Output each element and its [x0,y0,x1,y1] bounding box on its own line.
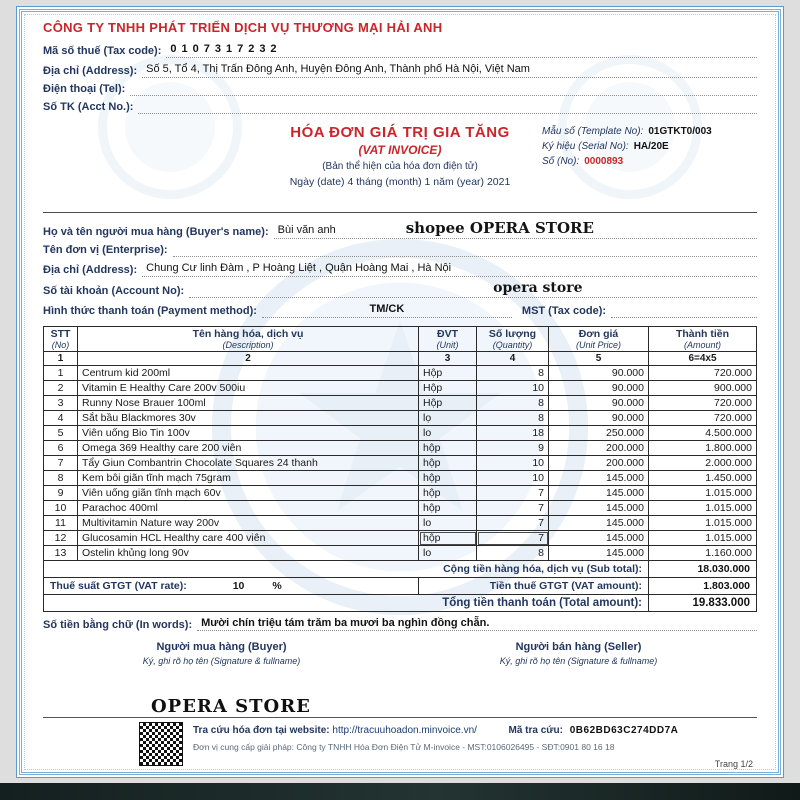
table-cell: 145.000 [549,486,649,501]
buyer-signature-subtitle: Ký, ghi rõ họ tên (Signature & fullname) [142,656,301,666]
table-cell: Omega 369 Healthy care 200 viên [78,441,419,456]
table-cell: 12 [44,531,78,546]
invoice-no-row [542,156,757,167]
col-header-unit-price: Đơn giá (Unit Price) [549,327,649,352]
table-cell: Runny Nose Brauer 100ml [78,396,419,411]
invoice-title: HÓA ĐƠN GIÁ TRỊ GIA TĂNG [290,124,510,141]
table-cell: 1.160.000 [649,546,757,561]
payment-method-value: TM/CK [262,302,512,318]
table-cell: hộp [419,471,477,486]
e-invoice-note: (Bản thể hiện của hóa đơn điện tử) [322,161,478,172]
total-label: Tổng tiền thanh toán (Total amount): [442,597,642,609]
invoice-page [16,6,784,778]
shopee-store-note: shopee OPERA STORE [405,219,594,237]
colnum-4: 4 [477,352,549,366]
field-buyer-name [43,221,757,239]
subtotal-row [44,561,757,578]
payment-method-label: Hình thức thanh toán (Payment method): [43,305,257,317]
buyer-mst-value [611,304,757,318]
field-seller-tel [43,82,757,96]
invoice-no-value: 0000893 [584,156,624,167]
section-divider [43,212,757,213]
vat-rate-value: 10 [232,580,245,592]
table-cell: 13 [44,546,78,561]
table-cell: 7 [477,486,549,501]
table-cell: lọ [419,411,477,426]
table-cell: 10 [44,501,78,516]
table-cell: Multivitamin Nature way 200v [78,516,419,531]
table-cell: 7 [44,456,78,471]
seller-tel-label: Điện thoại (Tel): [43,83,126,95]
items-table [43,326,757,612]
table-cell: 7 [477,501,549,516]
table-cell: 11 [44,516,78,531]
photo-bottom-bar [0,783,800,800]
lookup-label: Tra cứu hóa đơn tại website: [193,725,330,736]
table-cell: Kem bôi giãn tĩnh mạch 75gram [78,471,419,486]
table-cell: 90.000 [549,396,649,411]
seller-signature-title: Người bán hàng (Seller) [515,641,642,653]
table-cell: 9 [477,441,549,456]
buyer-name-value: Bùi văn anh shopee OPERA STORE [274,221,757,239]
vat-amount-label: Tiền thuế GTGT (VAT amount): [489,580,642,592]
table-row [44,471,757,486]
seller-account-value [138,100,757,114]
vat-rate-label: Thuế suất GTGT (VAT rate): [50,580,187,592]
seller-company-name: CÔNG TY TNHH PHÁT TRIỂN DỊCH VỤ THƯƠNG MẠI HẢI ANH [43,20,443,35]
seller-address-label: Địa chỉ (Address): [43,65,138,77]
table-cell: 1.015.000 [649,486,757,501]
table-cell: 8 [477,396,549,411]
colnum-5: 5 [549,352,649,366]
lookup-code-label: Mã tra cứu: [508,725,563,736]
table-cell: 145.000 [549,546,649,561]
table-cell: 90.000 [549,381,649,396]
template-info [542,126,757,171]
template-no-row [542,126,757,137]
table-cell: Ostelin khủng long 90v [78,546,419,561]
col-header-quantity: Số lượng (Quantity) [477,327,549,352]
signature-section [43,641,757,666]
vat-percent-sign: % [272,580,282,592]
table-cell: 90.000 [549,411,649,426]
field-buyer-account [43,281,757,298]
field-payment-method [43,302,757,318]
table-row [44,381,757,396]
table-cell: 145.000 [549,531,649,546]
table-cell: 5 [44,426,78,441]
enterprise-label: Tên đơn vị (Enterprise): [43,244,168,256]
table-cell: lo [419,516,477,531]
table-cell: hộp [419,486,477,501]
table-header-row [44,327,757,352]
table-cell: 6 [44,441,78,456]
table-cell: 7 [477,531,549,546]
seller-signature-block [400,641,757,666]
field-enterprise [43,243,757,257]
colnum-3: 3 [419,352,477,366]
table-row [44,426,757,441]
invoice-no-label: Số (No): [542,156,580,167]
tax-code-value: 0107317232 [166,42,757,58]
colnum-2: 2 [78,352,419,366]
table-row [44,516,757,531]
table-cell: Hộp [419,396,477,411]
col-header-amount: Thành tiền (Amount) [649,327,757,352]
table-cell: 18 [477,426,549,441]
seller-tel-value [130,82,757,96]
table-cell: 8 [44,471,78,486]
table-cell: 250.000 [549,426,649,441]
amount-in-words-row [43,617,757,631]
colnum-6: 6=4x5 [649,352,757,366]
in-words-label: Số tiền bằng chữ (In words): [43,619,193,631]
table-cell: 9 [44,486,78,501]
table-cell: 1.015.000 [649,516,757,531]
lookup-url: http://tracuuhoadon.minvoice.vn/ [332,725,477,736]
table-cell: 720.000 [649,366,757,381]
field-buyer-address [43,261,757,277]
provider-line: Đơn vị cung cấp giải pháp: Công ty TNHH Hóa Đơn Điện Tử M-invoice - MST:0106026495 - SĐT:0901 80 16 18 [193,742,615,752]
table-row [44,441,757,456]
table-cell: 1.015.000 [649,531,757,546]
table-cell: Parachoc 400ml [78,501,419,516]
table-cell: 8 [477,411,549,426]
table-cell: Glucosamin HCL Healthy care 400 viên [78,531,419,546]
subtotal-value: 18.030.000 [649,561,757,578]
lookup-code-value: 0B62BD63C274DD7A [569,725,679,736]
table-row [44,531,757,546]
table-row [44,456,757,471]
table-cell: Vitamin E Healthy Care 200v 500iu [78,381,419,396]
table-cell: Viên uống Bio Tin 100v [78,426,419,441]
buyer-address-value: Chung Cư linh Đàm , P Hoàng Liệt , Quận Hoàng Mai , Hà Nội [142,261,757,277]
table-cell: 10 [477,456,549,471]
table-cell: 4.500.000 [649,426,757,441]
table-cell: 90.000 [549,366,649,381]
template-no-label: Mẫu số (Template No): [542,126,644,137]
table-cell: 900.000 [649,381,757,396]
table-cell: hộp [419,456,477,471]
buyer-mst-label: MST (Tax code): [521,305,607,317]
vat-amount-value: 1.803.000 [649,578,757,595]
table-row [44,501,757,516]
buyer-address-label: Địa chỉ (Address): [43,264,138,276]
invoice-date: Ngày (date) 4 tháng (month) 1 năm (year) 2021 [289,176,511,188]
table-cell: 145.000 [549,516,649,531]
table-cell: 10 [477,381,549,396]
qr-code [139,722,183,766]
colnum-1: 1 [44,352,78,366]
enterprise-value [173,243,757,257]
buyer-account-value [189,281,757,298]
seller-account-label: Số TK (Acct No.): [43,101,134,113]
table-cell: 1.450.000 [649,471,757,486]
table-cell: 200.000 [549,456,649,471]
table-cell: 8 [477,546,549,561]
table-cell: hộp [419,501,477,516]
table-cell: 145.000 [549,501,649,516]
table-cell: 200.000 [549,441,649,456]
table-cell: hộp [419,531,477,546]
total-value: 19.833.000 [649,595,757,612]
table-row [44,486,757,501]
field-seller-account [43,100,757,114]
invoice-title-en: (VAT INVOICE) [358,143,442,157]
table-cell: Sắt bầu Blackmores 30v [78,411,419,426]
in-words-value: Mười chín triệu tám trăm ba mươi ba nghìn đồng chẵn. [197,617,757,631]
table-cell: 1.015.000 [649,501,757,516]
table-cell: Hộp [419,381,477,396]
table-cell: Viên uống giãn tĩnh mạch 60v [78,486,419,501]
field-tax-code [43,42,757,58]
buyer-account-label: Số tài khoản (Account No): [43,285,185,297]
field-seller-address [43,62,757,78]
table-row [44,366,757,381]
table-cell: lo [419,546,477,561]
vat-row [44,578,757,595]
table-cell: 720.000 [649,396,757,411]
page-number: Trang 1/2 [714,759,753,769]
buyer-signature-title: Người mua hàng (Buyer) [156,641,287,653]
table-row [44,546,757,561]
table-cell: 8 [477,366,549,381]
table-cell: hộp [419,441,477,456]
seller-signature-subtitle: Ký, ghi rõ họ tên (Signature & fullname) [499,656,658,666]
table-row [44,396,757,411]
table-cell: 2.000.000 [649,456,757,471]
table-cell: 720.000 [649,411,757,426]
col-header-description: Tên hàng hóa, dịch vụ (Description) [78,327,419,352]
table-row [44,411,757,426]
table-cell: Hộp [419,366,477,381]
table-cell: Tẩy Giun Combantrin Chocolate Squares 24 thanh [78,456,419,471]
table-cell: lo [419,426,477,441]
seller-address-value: Số 5, Tổ 4, Thị Trấn Đông Anh, Huyện Đông Anh, Thành phố Hà Nội, Việt Nam [142,62,757,78]
table-cell: 3 [44,396,78,411]
column-number-row [44,352,757,366]
col-header-no: STT (No) [44,327,78,352]
footer [43,717,757,769]
table-cell: 10 [477,471,549,486]
table-cell: 2 [44,381,78,396]
table-cell: 1 [44,366,78,381]
title-block [43,124,757,208]
table-cell: 1.800.000 [649,441,757,456]
serial-no-row [542,141,757,152]
subtotal-label: Cộng tiền hàng hóa, dịch vụ (Sub total): [443,563,642,575]
serial-no-label: Ký hiệu (Serial No): [542,141,629,152]
col-header-unit: ĐVT (Unit) [419,327,477,352]
total-row [44,595,757,612]
lookup-line [193,725,757,736]
tax-code-label: Mã số thuế (Tax code): [43,45,162,57]
buyer-name-label: Họ và tên người mua hàng (Buyer's name): [43,226,269,238]
table-cell: 7 [477,516,549,531]
buyer-signature-block [43,641,400,666]
table-cell: 145.000 [549,471,649,486]
items-body [44,366,757,561]
table-cell: 4 [44,411,78,426]
opera-store-stamp: OPERA STORE [151,696,311,717]
opera-store-note: opera store [493,280,583,296]
template-no-value: 01GTKT0/003 [648,126,712,137]
serial-no-value: HA/20E [633,141,669,152]
table-cell: Centrum kid 200ml [78,366,419,381]
